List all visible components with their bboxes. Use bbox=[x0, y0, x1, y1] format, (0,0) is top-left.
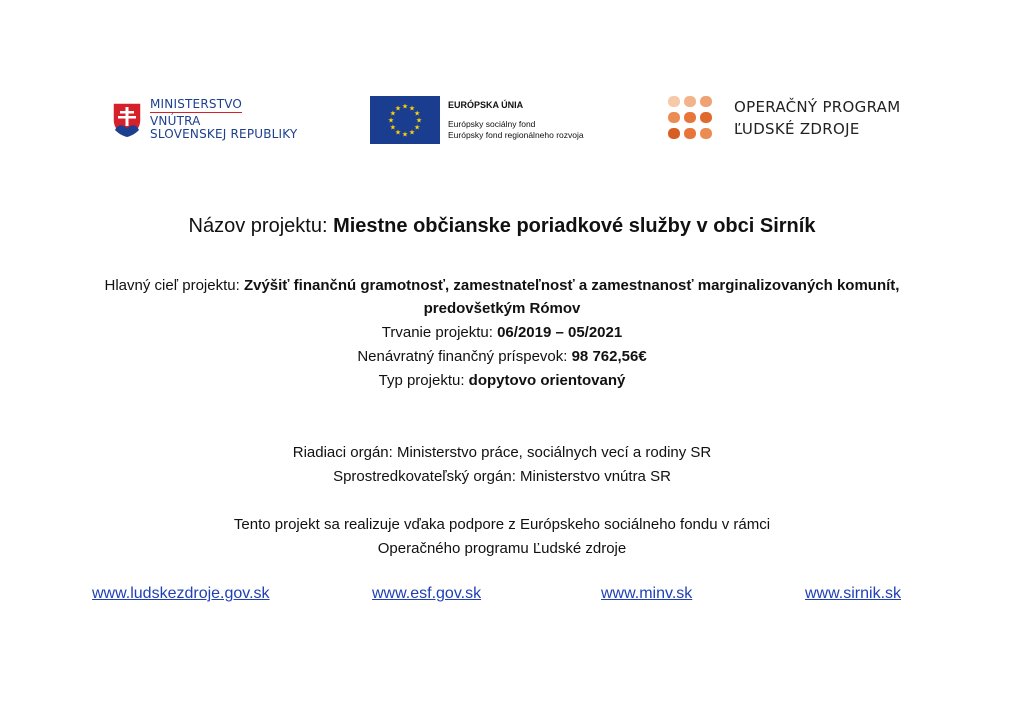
project-goal-cont bbox=[0, 297, 1004, 320]
link-esf[interactable]: www.esf.gov.sk bbox=[372, 585, 482, 602]
op-line1: OPERAČNÝ PROGRAM bbox=[734, 98, 901, 116]
logo-bar bbox=[0, 92, 1024, 162]
op-logo bbox=[666, 94, 900, 142]
managing-authority: Riadiaci orgán: Ministerstvo práce, sociálnych vecí a rodiny SR bbox=[292, 444, 712, 461]
project-name-label: Názov projektu: bbox=[188, 215, 334, 237]
op-dot bbox=[700, 112, 712, 123]
eu-star-icon: ★ bbox=[389, 124, 397, 132]
op-dot bbox=[668, 128, 680, 139]
ministry-logo bbox=[112, 98, 297, 141]
eu-star-icon: ★ bbox=[394, 129, 402, 137]
contribution-value: 98 762,56€ bbox=[571, 348, 647, 365]
goal-label: Hlavný cieľ projektu: bbox=[104, 277, 244, 294]
links-row bbox=[0, 585, 1024, 607]
eu-star-icon: ★ bbox=[415, 117, 423, 125]
eu-star-icon: ★ bbox=[413, 110, 421, 118]
eu-line1: Európsky sociálny fond bbox=[448, 118, 536, 129]
eu-line2: Európsky fond regionálneho rozvoja bbox=[448, 129, 584, 140]
op-dot bbox=[700, 128, 712, 139]
op-dot bbox=[684, 112, 696, 123]
contribution-label: Nenávratný finančný príspevok: bbox=[357, 348, 572, 365]
eu-text bbox=[448, 100, 584, 141]
op-dot bbox=[668, 96, 680, 107]
project-title bbox=[0, 215, 1004, 238]
eu-star-icon: ★ bbox=[394, 105, 402, 113]
eu-star-icon: ★ bbox=[401, 131, 409, 139]
eu-star-icon: ★ bbox=[413, 124, 421, 132]
op-line2: ĽUDSKÉ ZDROJE bbox=[734, 120, 860, 138]
goal-value-line1: Zvýšiť finančnú gramotnosť, zamestnateľnosť a zamestnanosť marginalizovaných komunít, bbox=[243, 277, 900, 294]
support-line1: Tento projekt sa realizuje vďaka podpore z Európskeho sociálneho fondu v rámci bbox=[233, 516, 771, 533]
goal-value-line2: predovšetkým Rómov bbox=[423, 300, 581, 317]
duration-label: Trvanie projektu: bbox=[381, 324, 498, 341]
op-dot bbox=[668, 112, 680, 123]
eu-star-icon: ★ bbox=[401, 103, 409, 111]
eu-flag-icon bbox=[370, 96, 440, 144]
eu-title: EURÓPSKA ÚNIA bbox=[448, 99, 524, 110]
eu-logo bbox=[370, 96, 584, 144]
type-label: Typ projektu: bbox=[378, 372, 469, 389]
eu-star-icon: ★ bbox=[408, 129, 416, 137]
project-duration bbox=[0, 321, 1004, 344]
op-dot bbox=[684, 96, 696, 107]
link-minv[interactable]: www.minv.sk bbox=[601, 585, 693, 602]
op-dots-icon bbox=[666, 94, 714, 142]
op-dot bbox=[700, 96, 712, 107]
type-value: dopytovo orientovaný bbox=[468, 372, 626, 389]
project-type bbox=[0, 369, 1004, 392]
eu-star-icon: ★ bbox=[389, 110, 397, 118]
duration-value: 06/2019 – 05/2021 bbox=[497, 324, 623, 341]
eu-star-icon: ★ bbox=[408, 105, 416, 113]
ministry-name bbox=[150, 98, 297, 141]
project-goal bbox=[0, 274, 1004, 297]
link-ludskezdroje[interactable]: www.ludskezdroje.gov.sk bbox=[92, 585, 270, 602]
intermediate-authority: Sprostredkovateľský orgán: Ministerstvo vnútra SR bbox=[333, 468, 671, 485]
project-name-value: Miestne občianske poriadkové služby v obci Sirník bbox=[333, 215, 816, 237]
slovak-coat-of-arms-icon bbox=[112, 102, 142, 138]
eu-star-icon: ★ bbox=[387, 117, 395, 125]
ministry-line2: VNÚTRA bbox=[150, 114, 201, 128]
op-dot bbox=[684, 128, 696, 139]
support-line2: Operačného programu Ľudské zdroje bbox=[377, 540, 627, 557]
ministry-line1: MINISTERSTVO bbox=[150, 97, 243, 111]
op-text bbox=[734, 96, 900, 140]
ministry-line3: SLOVENSKEJ REPUBLIKY bbox=[150, 127, 298, 141]
link-sirnik[interactable]: www.sirnik.sk bbox=[805, 585, 902, 602]
project-contribution bbox=[0, 345, 1004, 368]
